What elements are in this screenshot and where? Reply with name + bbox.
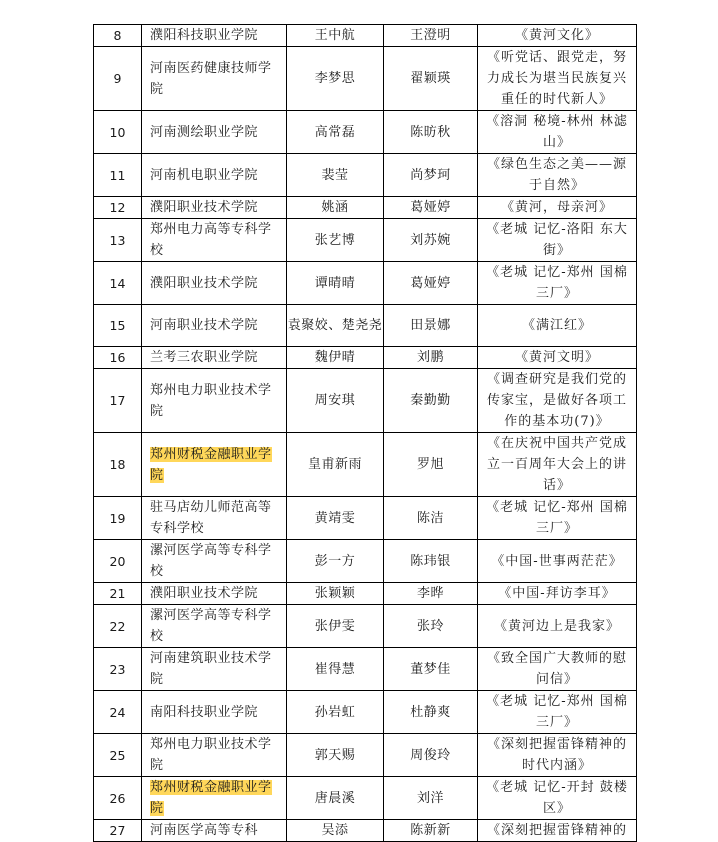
school-name: 河南职业技术学院 [142, 305, 287, 347]
row-number: 24 [94, 691, 142, 734]
school-name: 濮阳职业技术学院 [142, 583, 287, 605]
table-row [94, 540, 637, 583]
row-number: 9 [94, 47, 142, 111]
table-row [94, 111, 637, 154]
table-row [94, 648, 637, 691]
row-number: 15 [94, 305, 142, 347]
teacher-name: 陈洁 [384, 497, 478, 540]
school-name-cell [142, 777, 287, 820]
work-title: 《在庆祝中国共产党成立一百周年大会上的讲话》 [478, 433, 637, 497]
table-row [94, 820, 637, 842]
row-number: 12 [94, 197, 142, 219]
table-row [94, 433, 637, 497]
table-row [94, 47, 637, 111]
school-name: 河南医药健康技师学院 [142, 47, 287, 111]
table-row [94, 197, 637, 219]
table-row [94, 154, 637, 197]
teacher-name: 陈玮银 [384, 540, 478, 583]
student-name: 高常磊 [287, 111, 384, 154]
table-row [94, 347, 637, 369]
work-title: 《中国-拜访李耳》 [478, 583, 637, 605]
school-name: 濮阳职业技术学院 [142, 197, 287, 219]
school-name: 漯河医学高等专科学校 [142, 605, 287, 648]
work-title: 《调查研究是我们党的传家宝，是做好各项工作的基本功(7)》 [478, 369, 637, 433]
student-name: 袁聚姣、楚尧尧 [287, 305, 384, 347]
teacher-name: 葛娅婷 [384, 197, 478, 219]
award-list-table [93, 24, 637, 842]
table-row [94, 583, 637, 605]
table-row [94, 777, 637, 820]
row-number: 16 [94, 347, 142, 369]
teacher-name: 王澄明 [384, 25, 478, 47]
work-title: 《中国-世事两茫茫》 [478, 540, 637, 583]
student-name: 吴添 [287, 820, 384, 842]
row-number: 8 [94, 25, 142, 47]
table-row [94, 734, 637, 777]
school-name-cell [142, 433, 287, 497]
teacher-name: 李晔 [384, 583, 478, 605]
student-name: 李梦思 [287, 47, 384, 111]
school-name: 兰考三农职业学院 [142, 347, 287, 369]
student-name: 张伊雯 [287, 605, 384, 648]
student-name: 崔得慧 [287, 648, 384, 691]
teacher-name: 刘鹏 [384, 347, 478, 369]
highlighted-school-name: 郑州财税金融职业学院 [150, 446, 272, 483]
teacher-name: 陈新新 [384, 820, 478, 842]
table-row [94, 305, 637, 347]
teacher-name: 陈昉秋 [384, 111, 478, 154]
teacher-name: 尚梦珂 [384, 154, 478, 197]
teacher-name: 翟颖瑛 [384, 47, 478, 111]
table-row [94, 691, 637, 734]
school-name: 郑州电力职业技术学院 [142, 369, 287, 433]
work-title: 《老城 记忆-洛阳 东大街》 [478, 219, 637, 262]
row-number: 19 [94, 497, 142, 540]
table-row [94, 605, 637, 648]
work-title: 《黄河边上是我家》 [478, 605, 637, 648]
work-title: 《老城 记忆-郑州 国棉三厂》 [478, 262, 637, 305]
teacher-name: 葛娅婷 [384, 262, 478, 305]
work-title: 《致全国广大教师的慰问信》 [478, 648, 637, 691]
work-title: 《老城 记忆-郑州 国棉三厂》 [478, 497, 637, 540]
row-number: 10 [94, 111, 142, 154]
work-title: 《溶洞 秘境-林州 林滤山》 [478, 111, 637, 154]
school-name: 河南测绘职业学院 [142, 111, 287, 154]
work-title: 《黄河，母亲河》 [478, 197, 637, 219]
school-name: 濮阳职业技术学院 [142, 262, 287, 305]
teacher-name: 张玲 [384, 605, 478, 648]
student-name: 周安琪 [287, 369, 384, 433]
student-name: 张颖颖 [287, 583, 384, 605]
row-number: 20 [94, 540, 142, 583]
teacher-name: 杜静爽 [384, 691, 478, 734]
student-name: 黄靖雯 [287, 497, 384, 540]
school-name: 郑州电力职业技术学院 [142, 734, 287, 777]
student-name: 谭晴晴 [287, 262, 384, 305]
work-title: 《黄河文化》 [478, 25, 637, 47]
student-name: 彭一方 [287, 540, 384, 583]
table-row [94, 497, 637, 540]
row-number: 18 [94, 433, 142, 497]
teacher-name: 罗旭 [384, 433, 478, 497]
row-number: 26 [94, 777, 142, 820]
student-name: 姚涵 [287, 197, 384, 219]
teacher-name: 田景娜 [384, 305, 478, 347]
school-name: 濮阳科技职业学院 [142, 25, 287, 47]
school-name: 河南机电职业学院 [142, 154, 287, 197]
work-title: 《黄河文明》 [478, 347, 637, 369]
table-row [94, 369, 637, 433]
work-title: 《老城 记忆-开封 鼓楼区》 [478, 777, 637, 820]
school-name: 驻马店幼儿师范高等专科学校 [142, 497, 287, 540]
student-name: 孙岩虹 [287, 691, 384, 734]
row-number: 11 [94, 154, 142, 197]
teacher-name: 刘洋 [384, 777, 478, 820]
school-name: 郑州电力高等专科学校 [142, 219, 287, 262]
table-row [94, 219, 637, 262]
row-number: 21 [94, 583, 142, 605]
table-row [94, 25, 637, 47]
row-number: 13 [94, 219, 142, 262]
school-name: 河南医学高等专科 [142, 820, 287, 842]
row-number: 25 [94, 734, 142, 777]
student-name: 郭天赐 [287, 734, 384, 777]
school-name: 河南建筑职业技术学院 [142, 648, 287, 691]
work-title: 《深刻把握雷锋精神的时代内涵》 [478, 734, 637, 777]
highlighted-school-name: 郑州财税金融职业学院 [150, 780, 272, 816]
student-name: 皇甫新雨 [287, 433, 384, 497]
row-number: 14 [94, 262, 142, 305]
teacher-name: 刘苏婉 [384, 219, 478, 262]
teacher-name: 秦勤勤 [384, 369, 478, 433]
row-number: 17 [94, 369, 142, 433]
row-number: 22 [94, 605, 142, 648]
work-title: 《深刻把握雷锋精神的 [478, 820, 637, 842]
row-number: 23 [94, 648, 142, 691]
work-title: 《满江红》 [478, 305, 637, 347]
student-name: 王中航 [287, 25, 384, 47]
work-title: 《听党话、跟党走，努力成长为堪当民族复兴重任的时代新人》 [478, 47, 637, 111]
student-name: 裴莹 [287, 154, 384, 197]
student-name: 张艺博 [287, 219, 384, 262]
teacher-name: 董梦佳 [384, 648, 478, 691]
student-name: 魏伊晴 [287, 347, 384, 369]
teacher-name: 周俊玲 [384, 734, 478, 777]
work-title: 《老城 记忆-郑州 国棉三厂》 [478, 691, 637, 734]
table-row [94, 262, 637, 305]
work-title: 《绿色生态之美——源于自然》 [478, 154, 637, 197]
school-name: 南阳科技职业学院 [142, 691, 287, 734]
school-name: 漯河医学高等专科学校 [142, 540, 287, 583]
student-name: 唐晨溪 [287, 777, 384, 820]
row-number: 27 [94, 820, 142, 842]
